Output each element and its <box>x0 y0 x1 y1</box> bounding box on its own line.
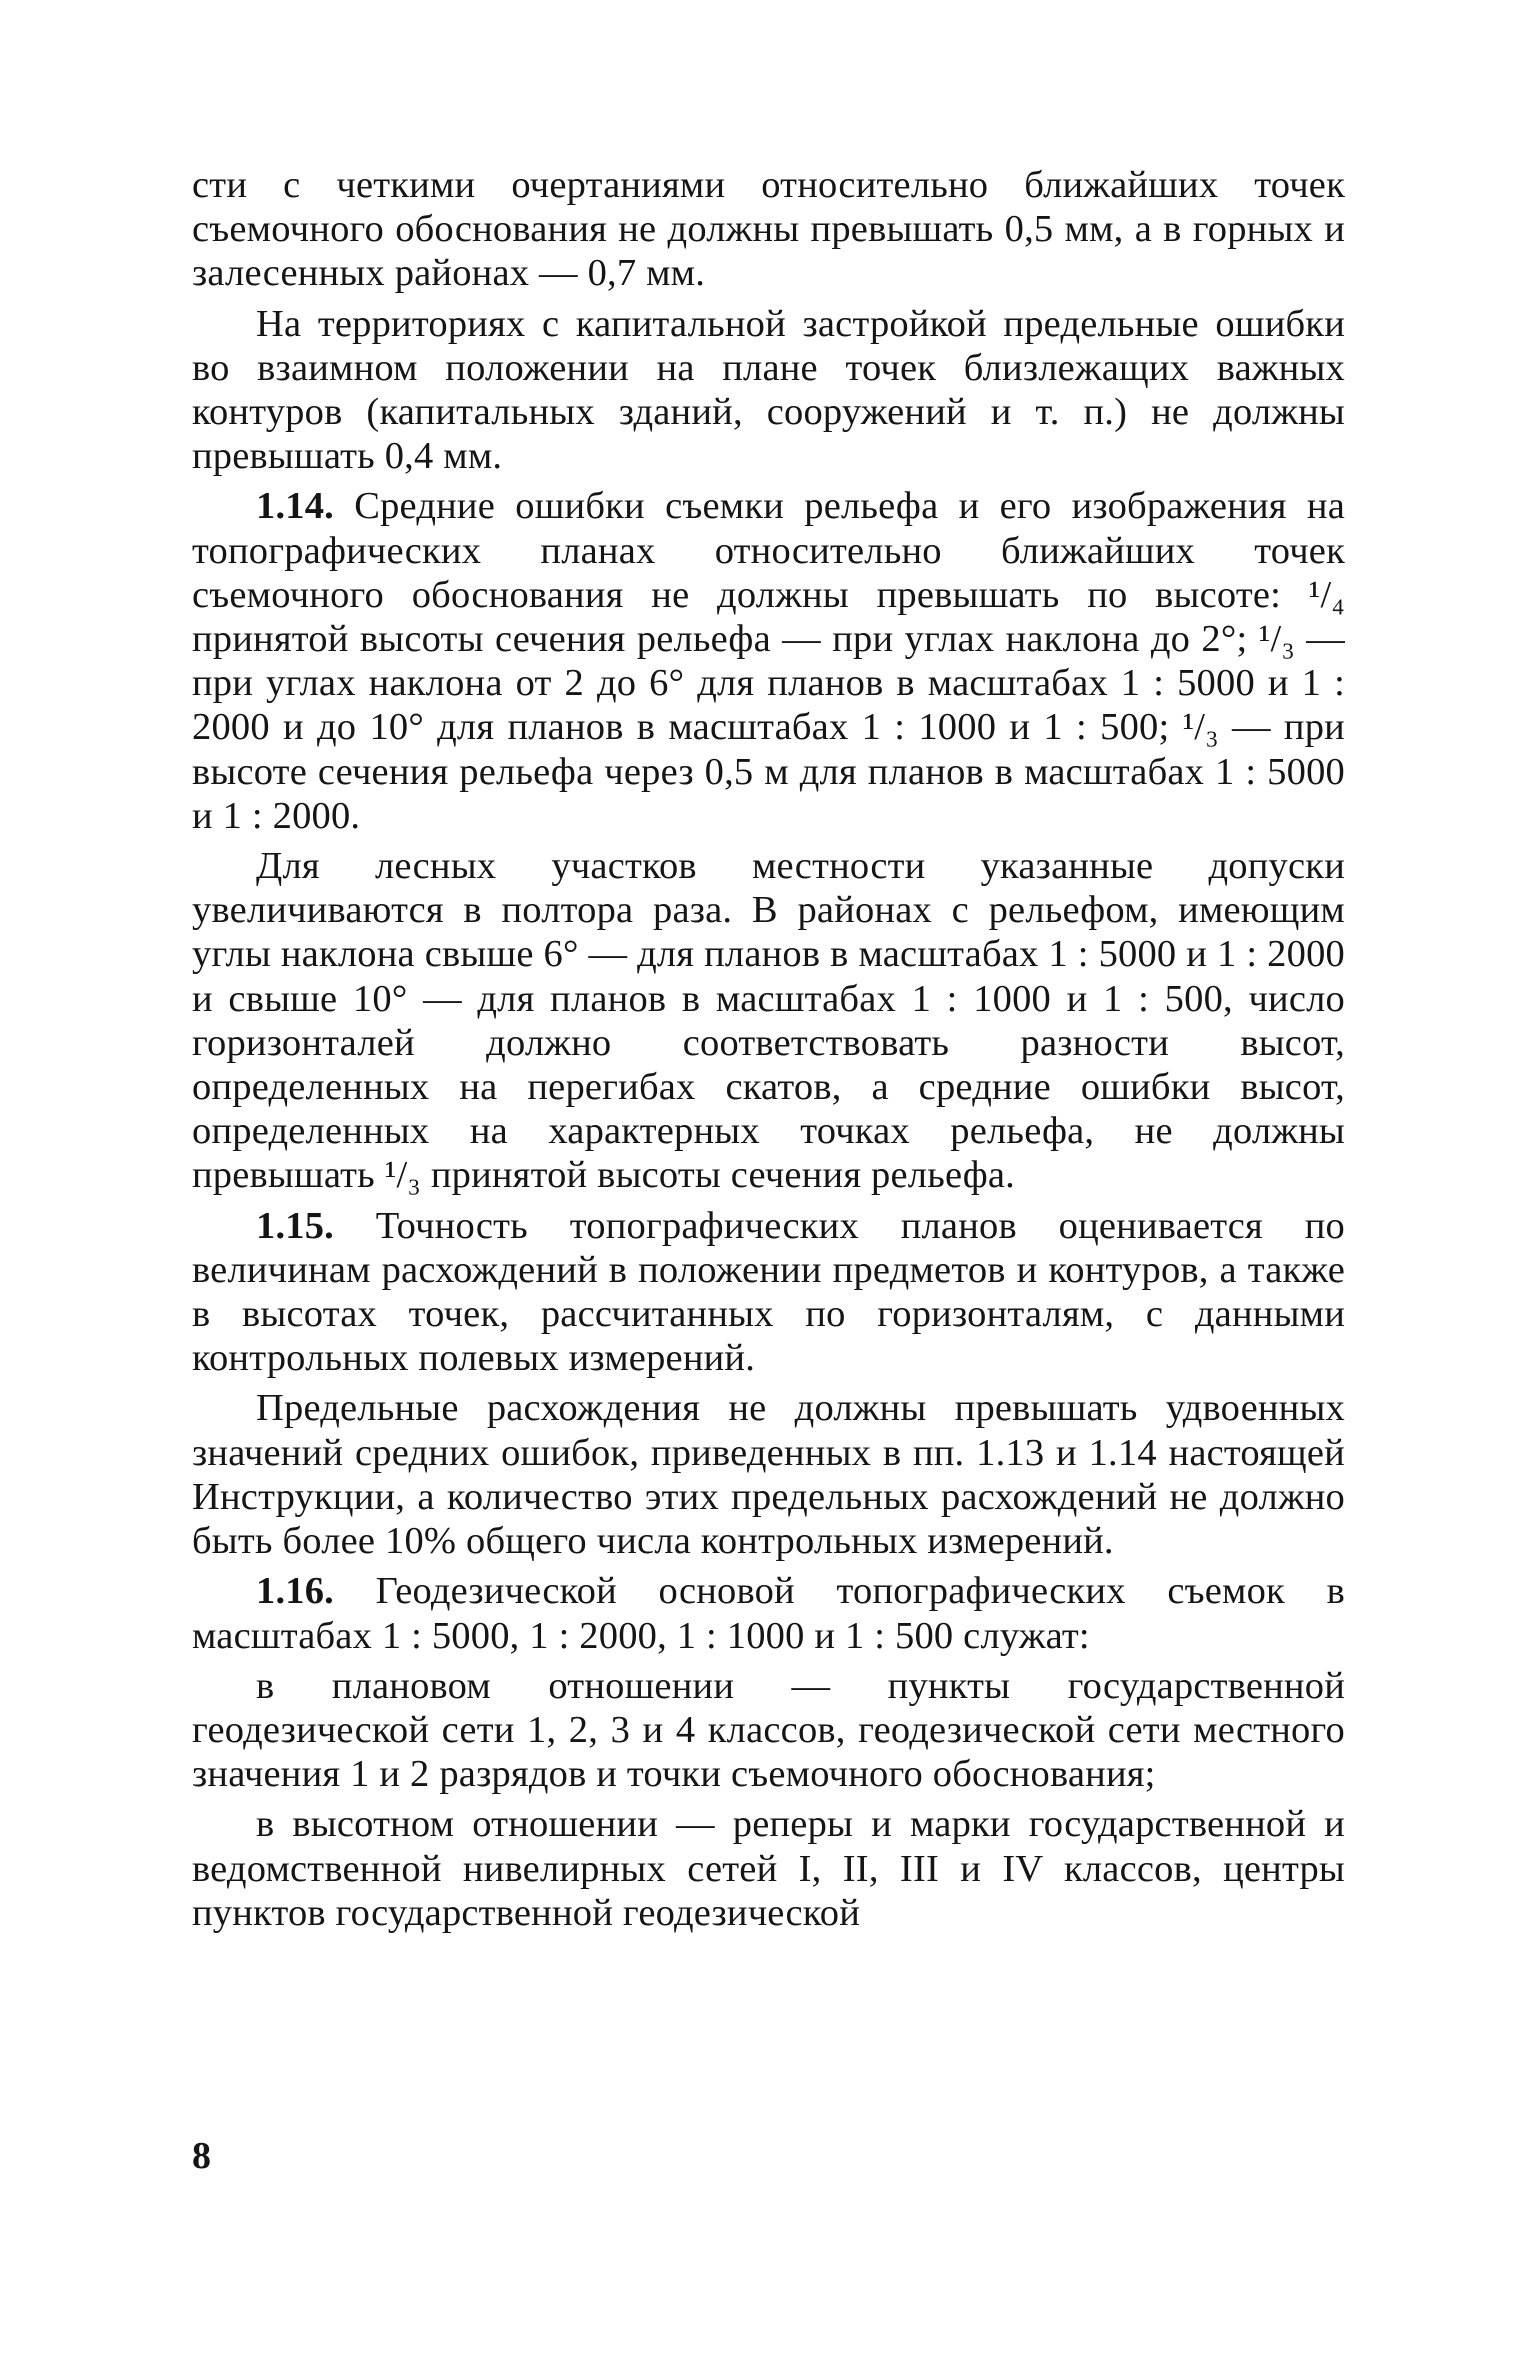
paragraph-1-16 <box>192 1569 1345 1657</box>
paragraph-1-text: сти с четкими очертаниями относительно ближайших точек съемочного обоснования не должны превышать 0,5 мм, а в горных и залесенных районах — 0,7 мм. <box>192 164 1345 295</box>
section-number-1-15: 1.15. <box>256 1204 334 1247</box>
paragraph-1 <box>192 163 1345 296</box>
paragraph-limits-text: Предельные расхождения не должны превышать удвоенных значений средних ошибок, приведенных в пп. 1.13 и 1.14 настоящей Инструкции, а количество этих предельных расхождений не должно быть более 10% общего числа контрольных измерений. <box>192 1387 1345 1563</box>
paragraph-limits <box>192 1386 1345 1563</box>
paragraph-height-text: в высотном отношении — реперы и марки государственной и ведомственной нивелирных сетей I, II, III и IV классов, центры пунктов государственной геодезической <box>192 1803 1345 1934</box>
paragraph-height <box>192 1802 1345 1935</box>
paragraph-forest-text: Для лесных участков местности указанные допуски увеличиваются в полтора раза. В районах с рельефом, имеющим углы наклона свыше 6° — для планов в масштабах 1 : 5000 и 1 : 2000 и свыше 10° — для планов в масштабах 1 : 1000 и 1 : 500, число горизонталей должно соответствовать разности высот, определенных на перегибах скатов, а средние ошибки высот, определенных на характерных точках рельефа, не должны превышать ¹/₃ принятой высоты сечения рельефа. <box>192 845 1345 1197</box>
paragraph-1-15-text: Точность топографических планов оценивается по величинам расхождений в положении предметов и контуров, а также в высотах точек, рассчитанных по горизонталям, с данными контрольных полевых измерений. <box>192 1204 1345 1380</box>
paragraph-1-16-text: Геодезической основой топографических съемок в масштабах 1 : 5000, 1 : 2000, 1 : 1000 и 1 : 500 служат: <box>192 1570 1345 1657</box>
section-number-1-16: 1.16. <box>256 1570 334 1613</box>
paragraph-planar <box>192 1664 1345 1797</box>
paragraph-forest <box>192 844 1345 1198</box>
page-number: 8 <box>192 2135 211 2177</box>
paragraph-2-text: На территориях с капитальной застройкой предельные ошибки во взаимном положении на плане точек близлежащих важных контуров (капитальных зданий, сооружений и т. п.) не должны превышать 0,4 мм. <box>192 302 1345 478</box>
paragraph-2 <box>192 302 1345 479</box>
section-number-1-14: 1.14. <box>256 485 334 528</box>
paragraph-1-14-text: Средние ошибки съемки рельефа и его изображения на топографических планах относительно ближайших точек съемочного обоснования не должны превышать по высоте: ¹/₄ принятой высоты сечения рельефа — при углах наклона до 2°; ¹/₃ — при углах наклона от 2 до 6° для планов в масштабах 1 : 5000 и 1 : 2000 и до 10° для планов в масштабах 1 : 1000 и 1 : 500; ¹/₃ — при высоте сечения рельефа через 0,5 м для планов в масштабах 1 : 5000 и 1 : 2000. <box>192 485 1345 837</box>
paragraph-1-14 <box>192 484 1345 838</box>
paragraph-planar-text: в плановом отношении — пункты государственной геодезической сети 1, 2, 3 и 4 классов, геодезической сети местного значения 1 и 2 разрядов и точки съемочного обоснования; <box>192 1664 1345 1796</box>
body-text <box>192 163 1345 1941</box>
paragraph-1-15 <box>192 1204 1345 1381</box>
